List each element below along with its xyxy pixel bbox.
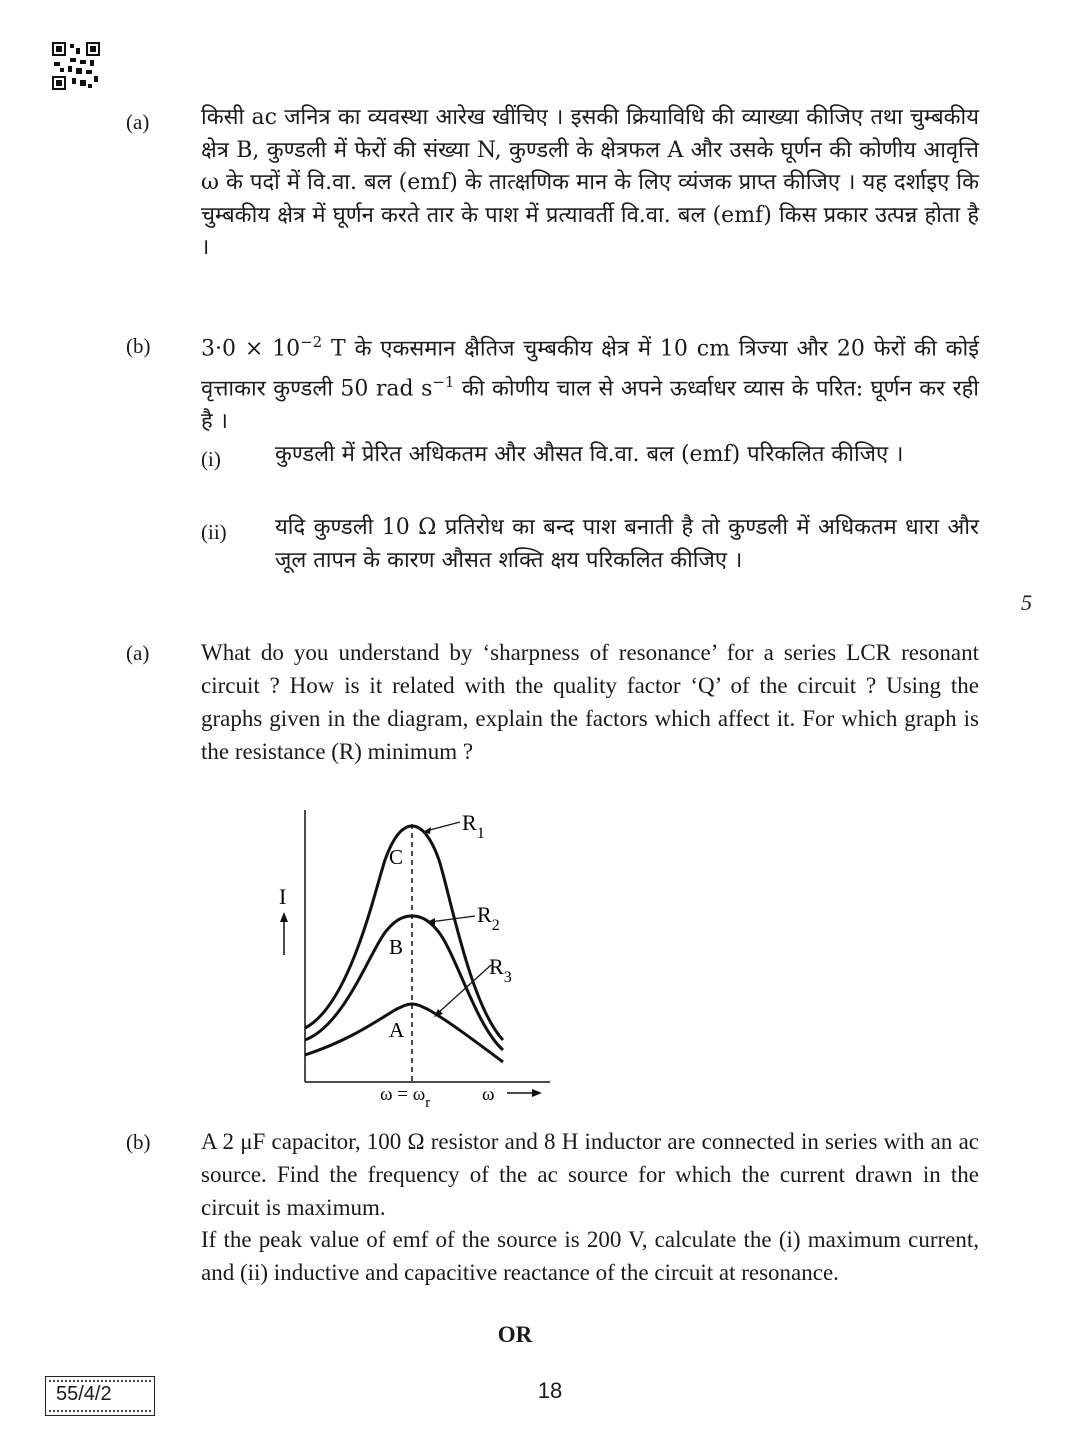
q1-a-text: किसी ac जनित्र का व्यवस्था आरेख खींचिए । इसकी क्रियाविधि की व्याख्या कीजिए तथा चुम्बकीय क्षेत्र B, कुण्डली में फेरों की संख्या N, कुण्डली के क्षेत्रफल A और उसके घूर्णन की कोणीय आवृत्ति ω के पदों में वि.वा. बल (emf) के तात्क्षणिक मान के लिए व्यंजक प्राप्त कीजिए । यह दर्शाइए कि चुम्बकीय क्षेत्र में घूर्णन करते तार के पाश में प्रत्यावर्ती वि.वा. बल (emf) किस प्रकार उत्पन्न होता है । xyxy=(201,105,979,260)
q2-b-text: A 2 μF capacitor, 100 Ω resistor and 8 H inductor are connected in series with an ac source. Find the frequency of the ac source for which the current drawn in the circuit is maximum. xyxy=(201,1129,979,1220)
paper-code: 55/4/2 xyxy=(56,1383,112,1405)
r1-pointer xyxy=(426,822,460,831)
q1-b-exp-1: −2 xyxy=(300,333,323,351)
q1-ii-label: (ii) xyxy=(201,520,227,544)
r2-label: $R_2$ xyxy=(477,902,500,934)
code-strip-bottom xyxy=(49,1410,151,1412)
curve-r1 xyxy=(305,826,503,1040)
q1-b-label: (b) xyxy=(126,334,151,358)
curve-label-c: C xyxy=(389,845,404,869)
q1-b-text-1: 3·0 × 10 xyxy=(201,336,301,362)
x-axis-label: ω xyxy=(482,1084,495,1105)
q2-a-text: What do you understand by ‘sharpness of resonance’ for a series LCR resonant circuit ? How is it related with the quality factor ‘Q’ of the circuit ? Using the graphs given in the diagram, explain the factors which affect it. For which graph is the resistance (R) minimum ? xyxy=(201,640,979,764)
page-number: 18 xyxy=(537,1378,563,1403)
q1-b-text xyxy=(201,326,979,438)
q1-ii-text: यदि कुण्डली 10 Ω प्रतिरोध का बन्द पाश बनाती है तो कुण्डली में अधिकतम धारा और जूल तापन के कारण औसत शक्ति क्षय परिकलित कीजिए । xyxy=(275,515,979,573)
curve-label-a: A xyxy=(389,1018,405,1042)
x-tick-resonance: $\omega = \omega_r$ xyxy=(380,1084,431,1111)
q1-b-text-3: की कोणीय चाल से अपने ऊर्ध्वाधर व्यास के परित: घूर्णन कर रही है । xyxy=(201,376,979,434)
q1-b-exp-2: −1 xyxy=(432,372,455,391)
r1-label: $R_1$ xyxy=(462,810,485,842)
q1-i-text: कुण्डली में प्रेरित अधिकतम और औसत वि.वा. बल (emf) परिकलित कीजिए । xyxy=(275,442,904,467)
q1-b-text-2: T के एकसमान क्षैतिज चुम्बकीय क्षेत्र में 10 cm त्रिज्या और 20 फेरों की कोई वृत्ताकार कुण्डली 50 rad s xyxy=(201,336,979,402)
curve-label-b: B xyxy=(389,935,404,959)
marks: 5 xyxy=(1021,590,1032,615)
y-axis-label: I xyxy=(279,884,287,909)
resonance-graph xyxy=(265,800,565,1120)
or-divider: OR xyxy=(497,1322,533,1347)
q2-a-label: (a) xyxy=(126,641,150,665)
q1-i-label: (i) xyxy=(201,447,221,471)
q2-b-label: (b) xyxy=(126,1130,151,1154)
q2-b-text-2: If the peak value of emf of the source is 200 V, calculate the (i) maximum current, and (ii) inductive and capacitive reactance of the circuit at resonance. xyxy=(201,1227,979,1285)
q1-a-label: (a) xyxy=(126,110,150,134)
r3-label: $R_3$ xyxy=(489,954,512,986)
qr-code xyxy=(52,42,100,90)
